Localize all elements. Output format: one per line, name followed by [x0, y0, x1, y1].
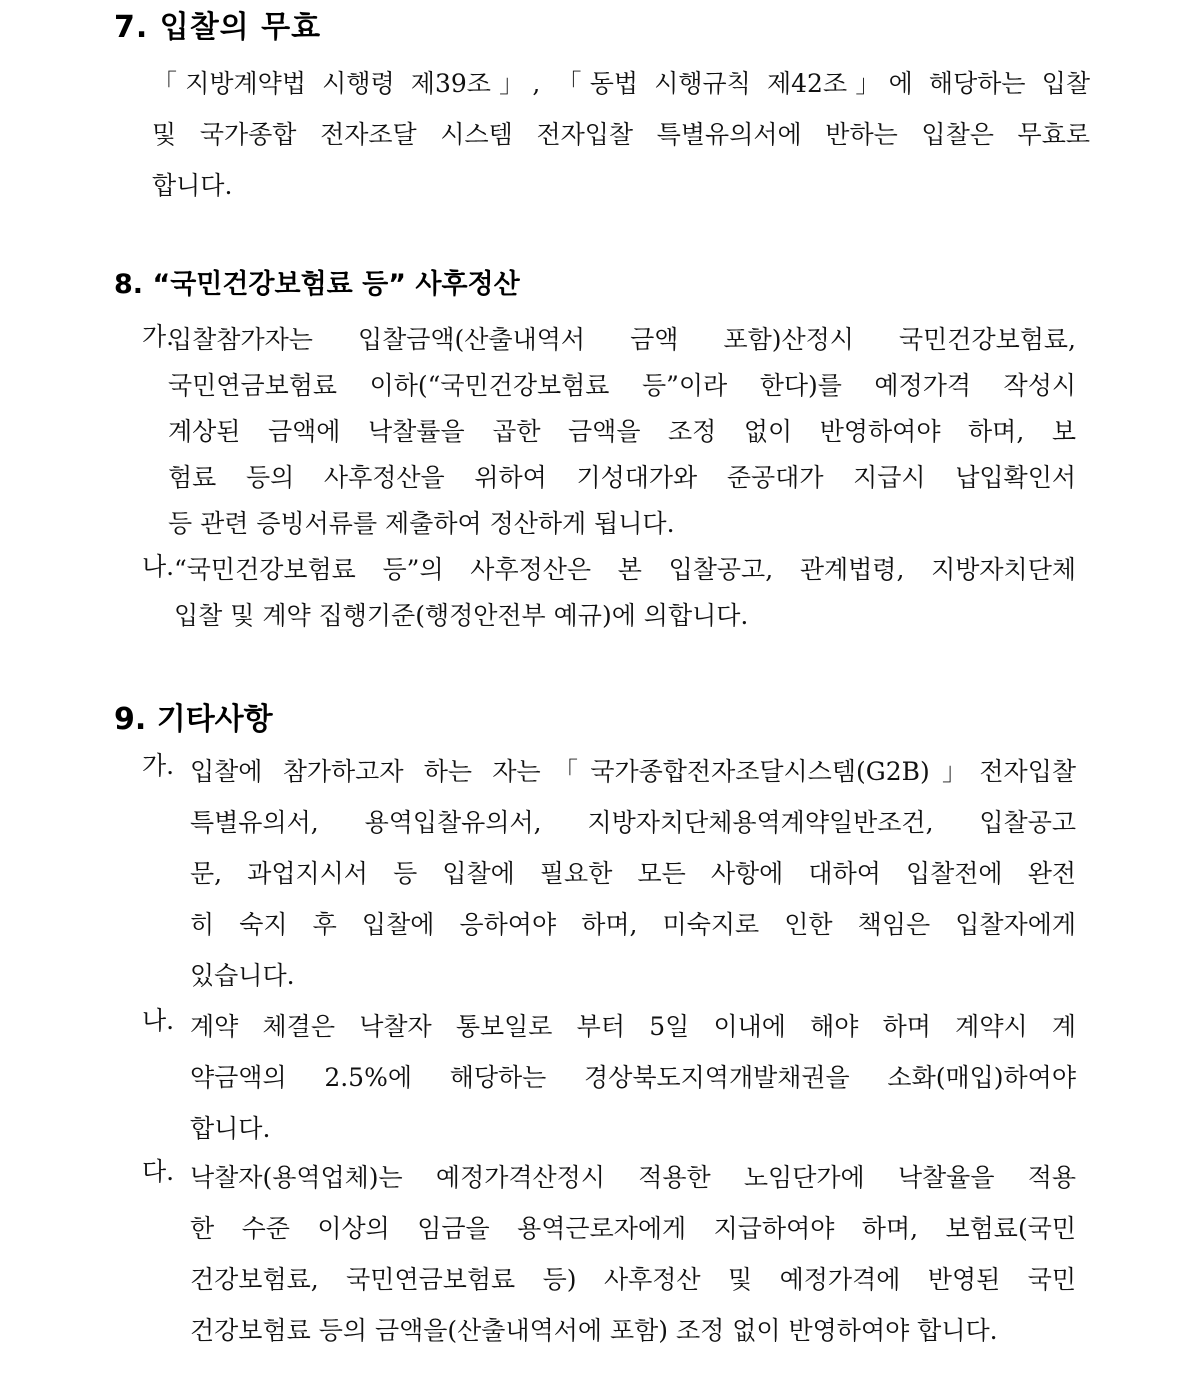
- section-8-item-ga: [142, 317, 1076, 547]
- paragraph-line: 및 국가종합 전자조달 시스템 전자입찰 특별유의서에 반하는 입찰은 무효로: [152, 120, 1090, 149]
- paragraph-line: 합니다.: [190, 1114, 271, 1143]
- section-9-heading: 9. 기타사항: [114, 702, 273, 737]
- section-7-heading: 7. 입찰의 무효: [114, 10, 322, 45]
- section-8-item-na: [142, 547, 1076, 637]
- list-marker: 나.: [142, 1006, 175, 1035]
- list-marker: 나.: [142, 552, 175, 581]
- section-9-item-da: [142, 1152, 1076, 1356]
- paragraph-line: 약금액의 2.5%에 해당하는 경상북도지역개발채권을 소화(매입)하여야: [190, 1063, 1076, 1092]
- list-marker: 가.: [142, 322, 175, 351]
- paragraph-line: “국민건강보험료 등”의 사후정산은 본 입찰공고, 관계법령, 지방자치단체: [174, 555, 1076, 584]
- list-item-body: [174, 547, 1076, 639]
- list-marker: 가.: [142, 751, 175, 780]
- section-9-item-ga: [142, 746, 1076, 1001]
- paragraph-line: 등 관련 증빙서류를 제출하여 정산하게 됩니다.: [168, 509, 675, 538]
- list-item-body: [190, 1152, 1076, 1356]
- section-9-item-na: [142, 1001, 1076, 1154]
- paragraph-line: 있습니다.: [190, 961, 295, 990]
- paragraph-line: 국민연금보험료 이하(“국민건강보험료 등”이라 한다)를 예정가격 작성시: [168, 371, 1076, 400]
- paragraph-line: 합니다.: [152, 171, 233, 200]
- paragraph-line: 건강보험료 등의 금액을(산출내역서에 포함) 조정 없이 반영하여야 합니다.: [190, 1316, 998, 1345]
- list-marker: 다.: [142, 1157, 175, 1186]
- paragraph-line: 건강보험료, 국민연금보험료 등) 사후정산 및 예정가격에 반영된 국민: [190, 1265, 1076, 1294]
- paragraph-line: 문, 과업지시서 등 입찰에 필요한 모든 사항에 대하여 입찰전에 완전: [190, 859, 1076, 888]
- paragraph-line: 히 숙지 후 입찰에 응하여야 하며, 미숙지로 인한 책임은 입찰자에게: [190, 910, 1076, 939]
- paragraph-line: 입찰에 참가하고자 하는 자는「국가종합전자조달시스템(G2B)」전자입찰: [190, 757, 1076, 786]
- paragraph-line: 입찰 및 계약 집행기준(행정안전부 예규)에 의합니다.: [174, 601, 749, 630]
- section-7-paragraph: [152, 58, 1090, 211]
- section-8-heading: 8. “국민건강보험료 등” 사후정산: [114, 269, 520, 300]
- list-item-body: [168, 317, 1076, 547]
- list-item-body: [190, 746, 1076, 1001]
- paragraph-line: 계약 체결은 낙찰자 통보일로 부터 5일 이내에 해야 하며 계약시 계: [190, 1012, 1076, 1041]
- paragraph-line: 「지방계약법 시행령 제39조」, 「동법 시행규칙 제42조」에 해당하는 입찰: [152, 69, 1090, 98]
- paragraph-line: 특별유의서, 용역입찰유의서, 지방자치단체용역계약일반조건, 입찰공고: [190, 808, 1076, 837]
- list-item-body: [190, 1001, 1076, 1154]
- paragraph-line: 낙찰자(용역업체)는 예정가격산정시 적용한 노임단가에 낙찰율을 적용: [190, 1163, 1076, 1192]
- paragraph-line: 험료 등의 사후정산을 위하여 기성대가와 준공대가 지급시 납입확인서: [168, 463, 1076, 492]
- paragraph-line: 입찰참가자는 입찰금액(산출내역서 금액 포함)산정시 국민건강보험료,: [168, 325, 1076, 354]
- paragraph-line: 계상된 금액에 낙찰률을 곱한 금액을 조정 없이 반영하여야 하며, 보: [168, 417, 1076, 446]
- paragraph-line: 한 수준 이상의 임금을 용역근로자에게 지급하여야 하며, 보험료(국민: [190, 1214, 1076, 1243]
